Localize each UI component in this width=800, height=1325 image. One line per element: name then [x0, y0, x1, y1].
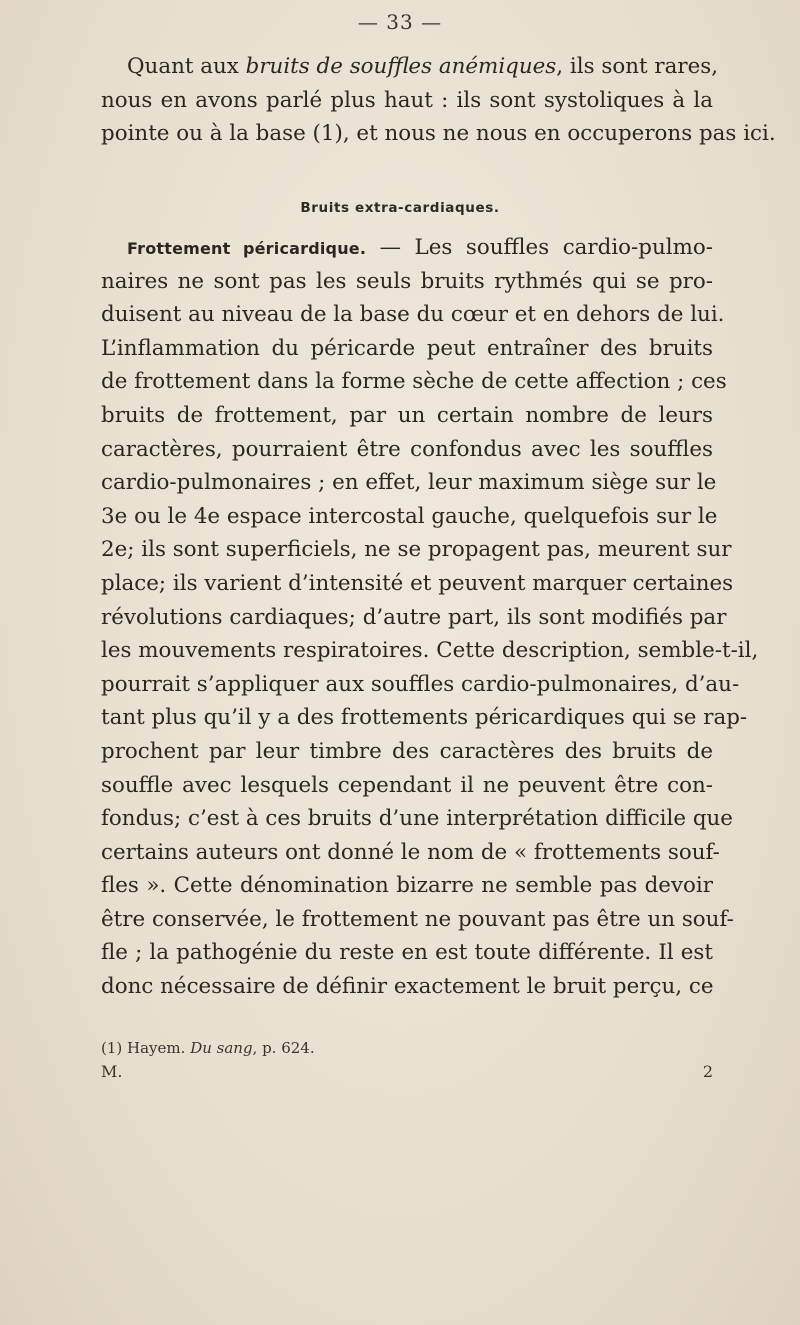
paragraph-pericardial-friction [101, 231, 759, 1004]
text-line: pourrait s’appliquer aux souffles cardio-pulmonaires, d’au- [101, 671, 740, 697]
text-line [101, 231, 713, 265]
run-in-title: Frottement péricardique. [127, 239, 367, 258]
text-line: caractères, pourraient être confondus avec les souffles [101, 436, 713, 462]
text-line: fles ». Cette dénomination bizarre ne semble pas devoir [101, 873, 713, 899]
paragraph-anemic-murmurs [101, 50, 776, 151]
footnote-author: Hayem. [127, 1039, 186, 1057]
text-run: , ils sont rares, [556, 54, 719, 79]
footnote-title: Du sang [190, 1039, 253, 1057]
text-line: souffle avec lesquels cependant il ne peuvent être con- [101, 772, 713, 798]
italic-term: bruits de souffles anémiques [245, 54, 557, 79]
signature-mark: M. [101, 1062, 123, 1081]
text-line: 3e ou le 4e espace intercostal gauche, quelquefois sur le [101, 503, 718, 529]
signature-number: 2 [702, 1062, 713, 1081]
text-line: cardio-pulmonaires ; en effet, leur maximum siège sur le [101, 470, 717, 496]
text-line: nous en avons parlé plus haut : ils sont systoliques à la [101, 87, 713, 113]
text-line: duisent au niveau de la base du cœur et en dehors de lui. [101, 302, 725, 328]
text-line: naires ne sont pas les seuls bruits rythmés qui se pro- [101, 268, 713, 294]
text-line: 2e; ils sont superficiels, ne se propagent pas, meurent sur [101, 537, 732, 563]
text-line: certains auteurs ont donné le nom de « frottements souf- [101, 839, 720, 865]
footnote [101, 1037, 713, 1059]
text-line: fondus; c’est à ces bruits d’une interprétation difficile que [101, 806, 733, 832]
text-line [101, 50, 719, 84]
text-run: Quant aux [127, 54, 246, 79]
section-heading: Bruits extra-cardiaques. [300, 200, 500, 216]
text-line: place; ils varient d’intensité et peuvent marquer certaines [101, 570, 734, 596]
text-run: — Les souffles cardio-pulmo- [366, 235, 713, 260]
footnote-page-ref: , p. 624. [252, 1039, 315, 1057]
text-line: les mouvements respiratoires. Cette description, semble-t-il, [101, 638, 759, 664]
text-line: pointe ou à la base (1), et nous ne nous en occuperons pas ici. [101, 121, 776, 147]
footnote-marker: (1) [101, 1039, 123, 1057]
text-line: être conservée, le frottement ne pouvant pas être un souf- [101, 906, 734, 932]
text-line: bruits de frottement, par un certain nombre de leurs [101, 402, 713, 428]
text-line: tant plus qu’il y a des frottements péricardiques qui se rap- [101, 705, 748, 731]
page-number: — 33 — [357, 10, 443, 34]
text-line: de frottement dans la forme sèche de cette affection ; ces [101, 369, 727, 395]
text-line: fle ; la pathogénie du reste en est toute différente. Il est [101, 940, 713, 966]
text-line: donc nécessaire de définir exactement le bruit perçu, ce [101, 974, 714, 1000]
text-line: révolutions cardiaques; d’autre part, ils sont modifiés par [101, 604, 727, 630]
text-line: L’inflammation du péricarde peut entraîner des bruits [101, 335, 713, 361]
text-line: prochent par leur timbre des caractères des bruits de [101, 738, 713, 764]
